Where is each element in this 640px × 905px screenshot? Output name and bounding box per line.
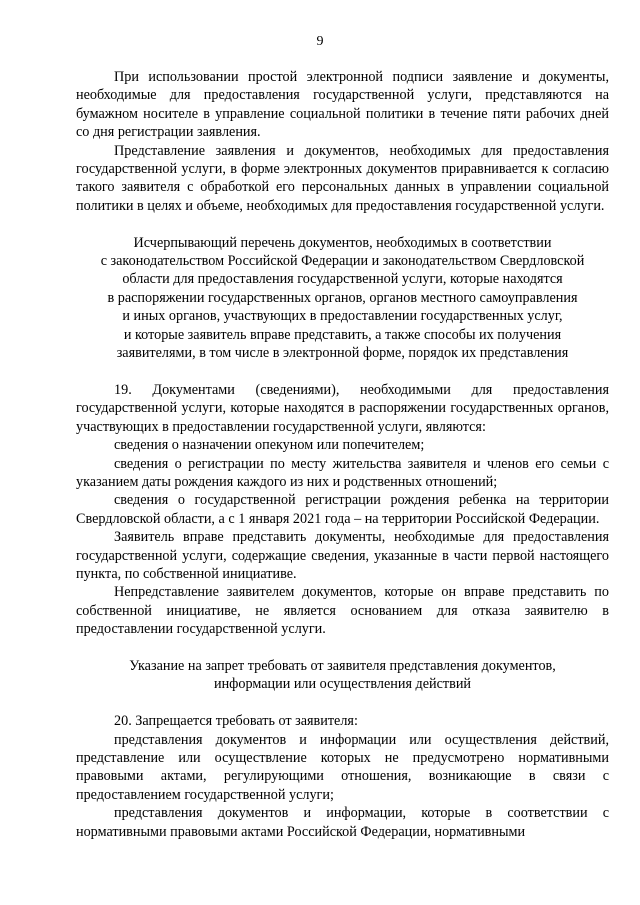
heading-line: и которые заявитель вправе представить, а также способы их получения xyxy=(123,326,562,343)
paragraph-non-submission: Непредставление заявителем документов, которые он вправе представить по собственной инициативе, не является основанием для отказа заявителю в предоставлении государственной услуги. xyxy=(76,584,609,638)
heading-line: и иных органов, участвующих в предоставлении государственных услуг, xyxy=(122,308,563,325)
heading-line: информации или осуществления действий xyxy=(213,676,472,693)
paragraph-item-19: 19. Документами (сведениями), необходимыми для предоставления государственной услуги, которые находятся в распоряжении государственных органов, участвующих в предоставлении государственной услуги, являются: xyxy=(76,381,609,435)
spacer xyxy=(76,639,609,657)
paragraph-applicant-right: Заявитель вправе представить документы, необходимые для предоставления государственной услуги, содержащие сведения, указанные в части первой настоящего пункта, по собственной инициативе. xyxy=(76,529,609,582)
heading-line: заявителями, в том числе в электронной форме, порядок их представления xyxy=(116,345,569,362)
heading-line: области для предоставления государственной услуги, которые находятся xyxy=(122,271,563,288)
paragraph-prohibition-1: представления документов и информации или осуществления действий, представление или осуществление которых не предусмотрено нормативными правовыми актами, регулирующими отношения, возникающие в связи с предоставлением государственной услуги; xyxy=(76,731,609,803)
spacer xyxy=(76,362,609,380)
section-heading-documents-list xyxy=(76,234,609,363)
heading-line: с законодательством Российской Федерации и законодательством Свердловской xyxy=(100,253,585,270)
paragraph-registration-info: сведения о регистрации по месту жительства заявителя и членов его семьи с указанием даты рождения каждого из них и родственных отношений; xyxy=(76,455,609,490)
heading-line: в распоряжении государственных органов, органов местного самоуправления xyxy=(107,289,578,306)
document-body xyxy=(76,68,609,841)
paragraph-personal-data-consent: Представление заявления и документов, необходимых для предоставления государственной услуги, в форме электронных документов приравнивается к согласию такого заявителя с обработкой его персональных данных в управлении социальной политики в целях и объеме, необходимых для предоставления государственной услуги. xyxy=(76,142,609,214)
paragraph-electronic-signature: При использовании простой электронной подписи заявление и документы, необходимые для предоставления государственной услуги, представляются на бумажном носителе в управление социальной политики в течение пяти рабочих дней со дня регистрации заявления. xyxy=(76,69,609,141)
heading-line: Указание на запрет требовать от заявителя представления документов, xyxy=(129,657,556,674)
paragraph-birth-registration-info: сведения о государственной регистрации рождения ребенка на территории Свердловской области, а с 1 января 2021 года – на территории Российской Федерации. xyxy=(76,492,609,527)
paragraph-guardianship-info: сведения о назначении опекуном или попечителем; xyxy=(114,437,425,454)
spacer xyxy=(76,694,609,712)
spacer xyxy=(76,215,609,233)
section-heading-prohibition xyxy=(76,657,609,694)
page-number: 9 xyxy=(316,34,324,49)
paragraph-prohibition-2: представления документов и информации, которые в соответствии с нормативными правовыми актами Российской Федерации, нормативными xyxy=(76,805,609,840)
heading-line: Исчерпывающий перечень документов, необходимых в соответствии xyxy=(133,234,552,251)
paragraph-item-20: 20. Запрещается требовать от заявителя: xyxy=(114,713,358,730)
